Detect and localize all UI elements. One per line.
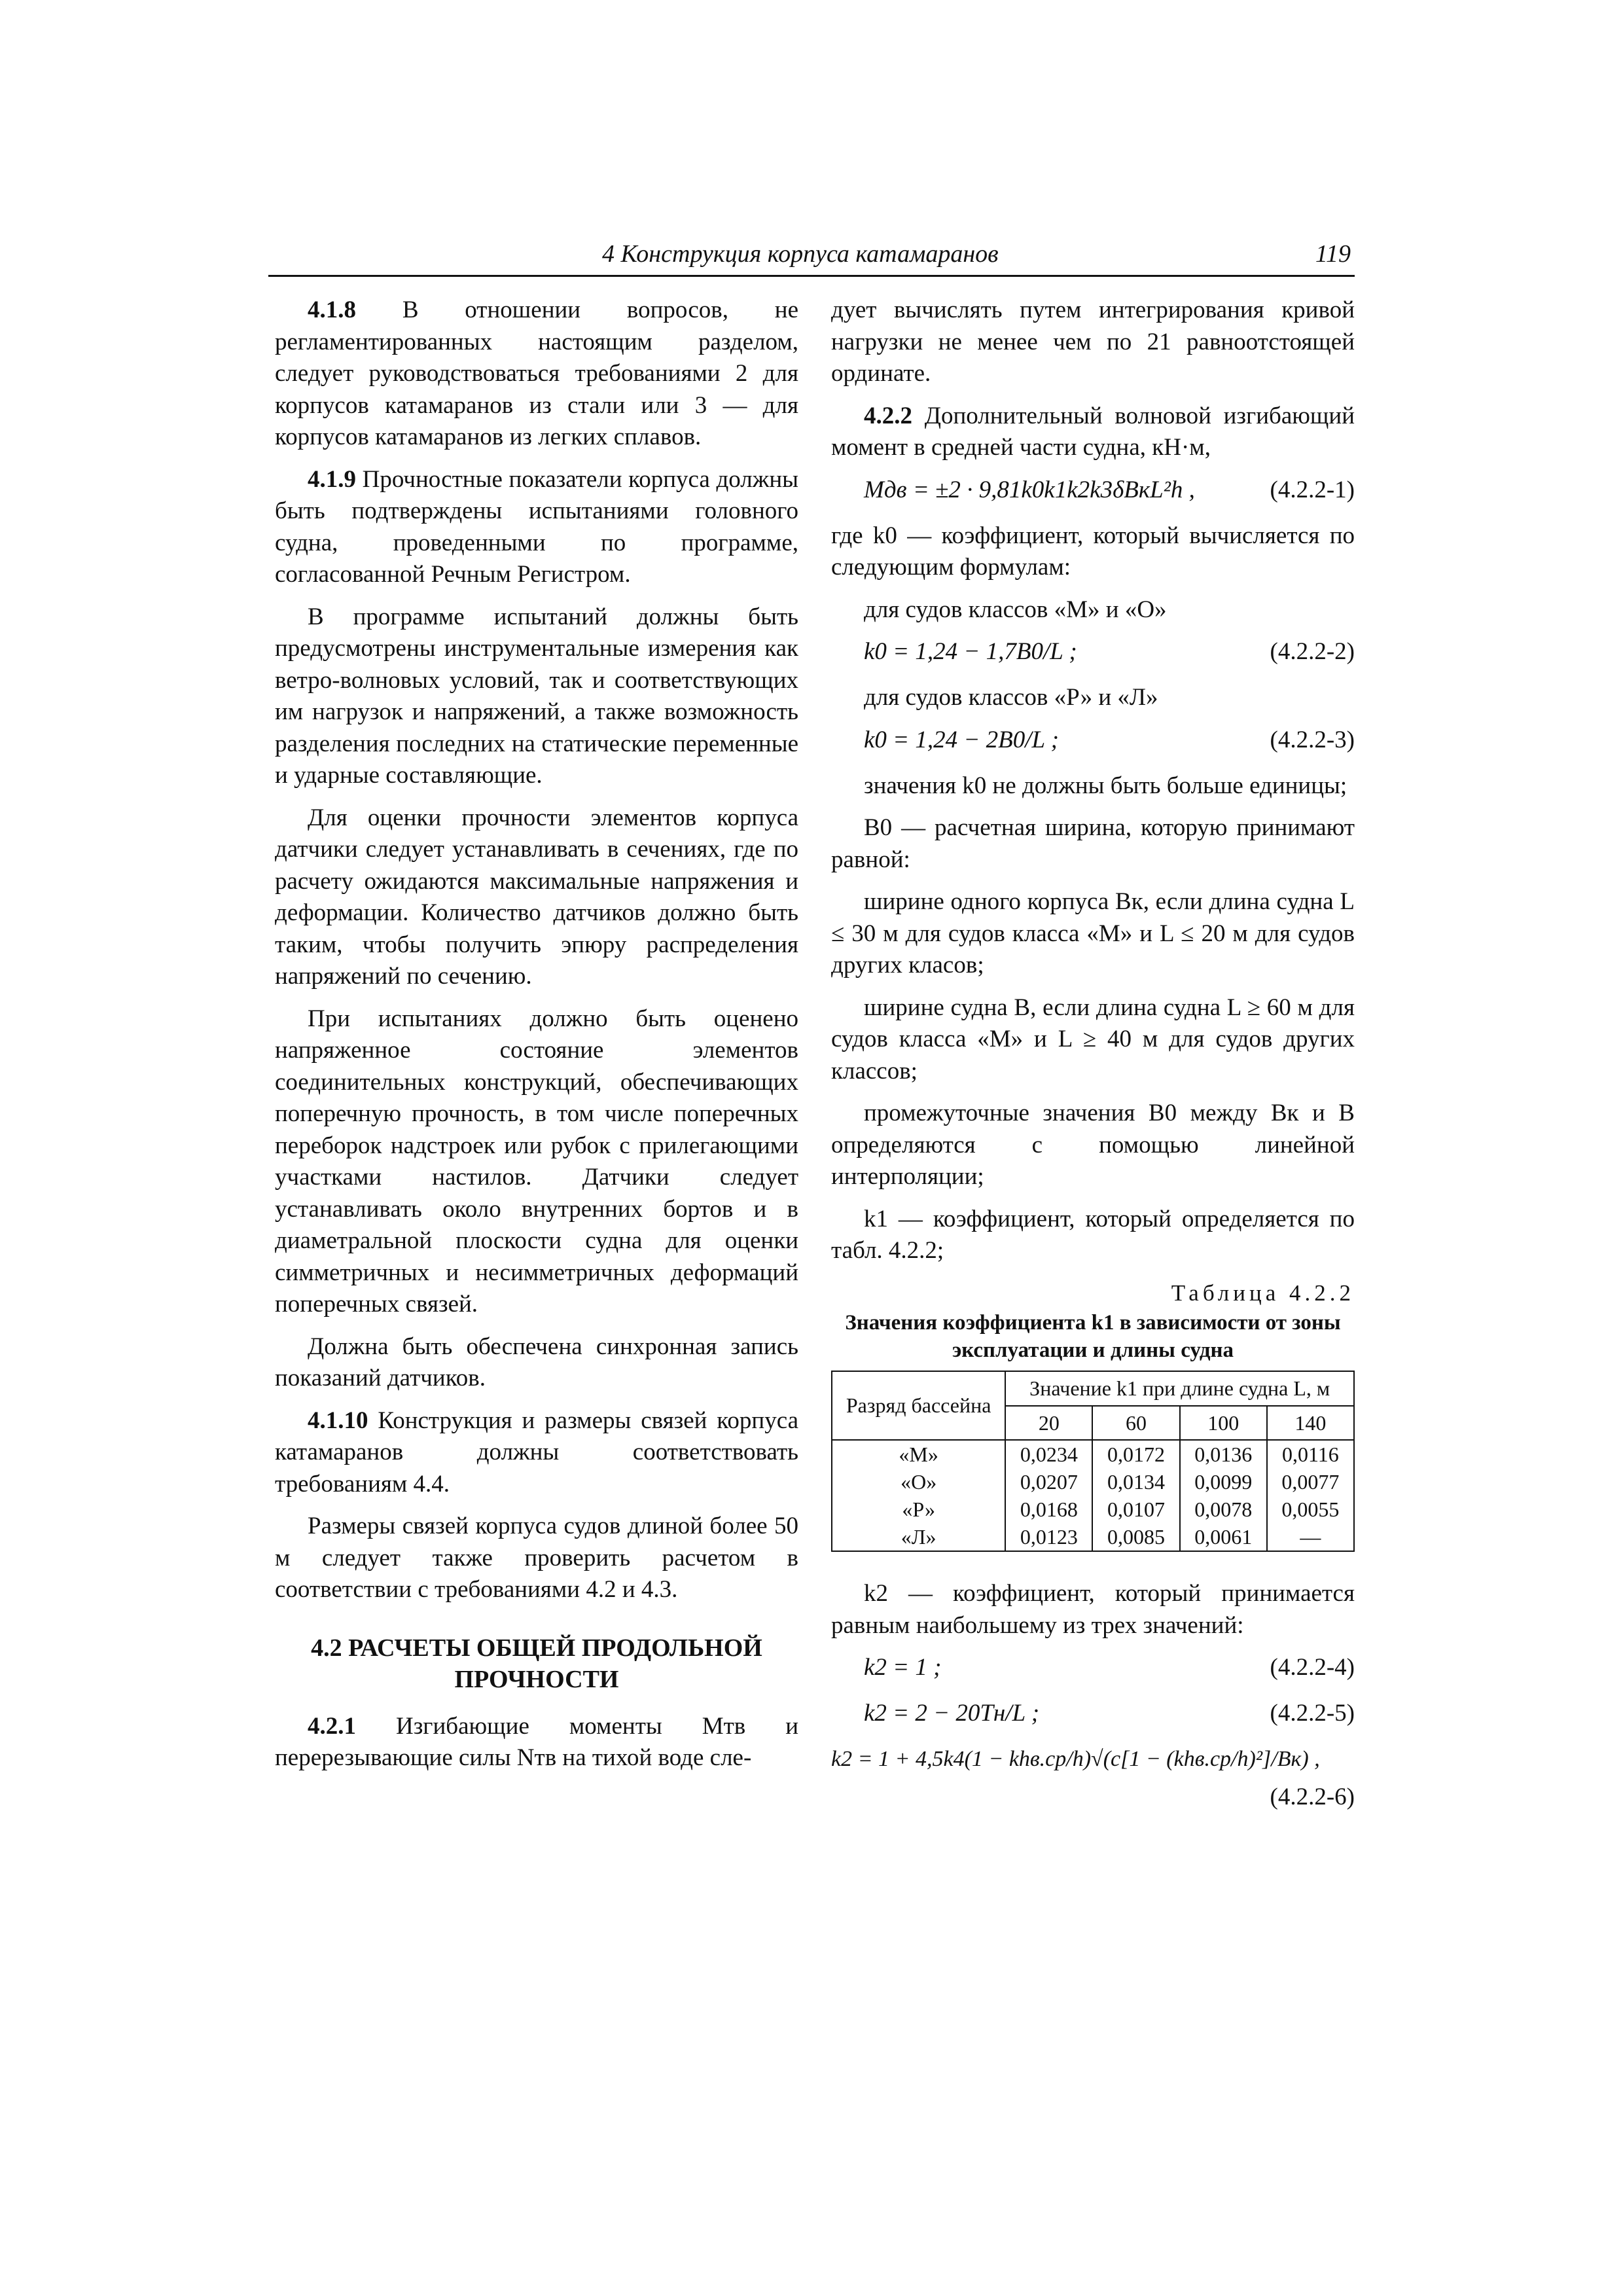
page-header [268,234,1355,277]
table-header-cell: 100 [1180,1406,1267,1441]
table-title: Значения коэффициента k1 в зависимости от зоны эксплуатации и длины судна [845,1311,1341,1362]
table-cell: 0,0234 [1005,1440,1092,1468]
paragraph: k2 — коэффициент, который принимается равным наибольшему из трех значений: [831,1580,1355,1639]
table-header-cell: Значение k1 при длине судна L, м [1005,1371,1354,1406]
table-header-cell: 60 [1092,1406,1179,1441]
paragraph: промежуточные значения B0 между Bк и B определяются с помощью линейной интерполяции; [831,1100,1355,1190]
table-cell: 0,0134 [1092,1468,1179,1496]
table-cell: 0,0055 [1267,1496,1354,1523]
page-number: 119 [1315,240,1351,268]
paragraph: Должна быть обеспечена синхронная запись показаний датчиков. [275,1333,798,1391]
paragraph-4-1-9: 4.1.9 Прочностные показатели корпуса должны быть подтверждены испытаниями головного судна, проведенными по программе, согласованной Речным Регистром. [275,465,798,588]
table-cell: 0,0085 [1092,1523,1179,1551]
table-cell: 0,0172 [1092,1440,1179,1468]
table-cell: — [1267,1523,1354,1551]
table-cell: «О» [832,1468,1005,1496]
table-row [832,1468,1354,1496]
table-cell: «Р» [832,1496,1005,1523]
paragraph-4-2-2: 4.2.2 Дополнительный волновой изгибающий момент в средней части судна, кН·м, [831,402,1355,461]
paragraph: В программе испытаний должны быть предусмотрены инструментальные измерения как ветро-волновых условий, так и соответствующих им нагрузок и напряжений, а также возможность разделения последних на статические переменные и ударные составляющие. [275,603,798,789]
table-cell: 0,0061 [1180,1523,1267,1551]
paragraph: При испытаниях должно быть оценено напряженное состояние элементов соединительных конструкций, обеспечивающих поперечную прочность, в том числе поперечных переборок надстроек или рубок с прилегающими участками настилов. Датчики следует устанавливать около внутренних бортов и в диаметральной плоскости судна для оценки симметричных и несимметричных деформаций поперечных связей. [275,1005,798,1318]
left-column [275,295,798,1785]
table-row [832,1496,1354,1523]
paragraph-4-1-8: 4.1.8 В отношении вопросов, не регламентированных настоящим разделом, следует руководствоваться требованиями 2 для корпусов катамаранов из стали или 3 — для корпусов катамаранов из легких сплавов. [275,296,798,450]
table-cell: 0,0099 [1180,1468,1267,1496]
table-cell: 0,0136 [1180,1440,1267,1468]
table-cell: 0,0207 [1005,1468,1092,1496]
paragraph-4-2-1: 4.2.1 Изгибающие моменты Mтв и перерезывающие силы Nтв на тихой воде сле- [275,1712,798,1771]
table-cell: 0,0123 [1005,1523,1092,1551]
table-cell: 0,0078 [1180,1496,1267,1523]
table-row [832,1440,1354,1468]
formula-4-2-2-2: k0 = 1,24 − 1,7B0/L ; (4.2.2-2) [864,638,1355,665]
paragraph: для судов классов «М» и «О» [864,596,1167,623]
formula-4-2-2-5: k2 = 2 − 20Tн/L ; (4.2.2-5) [864,1700,1355,1727]
table-cell: «М» [832,1440,1005,1468]
paragraph: Для оценки прочности элементов корпуса датчики следует устанавливать в сечениях, где по расчету ожидаются максимальные напряжения и деформации. Количество датчиков должно быть таким, чтобы получить эпюру распределения напряжений по сечению. [275,804,798,990]
running-title: 4 Конструкция корпуса катамаранов [602,240,999,268]
paragraph: значения k0 не должны быть больше единицы; [864,772,1347,799]
paragraph: Размеры связей корпуса судов длиной более 50 м следует также проверить расчетом в соответствии с требованиями 4.2 и 4.3. [275,1513,798,1603]
paragraph-4-1-10: 4.1.10 Конструкция и размеры связей корпуса катамаранов должны соответствовать требованиям 4.4. [275,1407,799,1498]
right-column [831,295,1355,1822]
paragraph: где k0 — коэффициент, который вычисляется по следующим формулам: [831,522,1355,581]
paragraph: для судов классов «Р» и «Л» [864,684,1158,711]
table-caption: Таблица 4.2.2 [1171,1280,1355,1306]
table-cell: «Л» [832,1523,1005,1551]
table-cell: 0,0168 [1005,1496,1092,1523]
table-cell: 0,0116 [1267,1440,1354,1468]
table-header-cell: Разряд бассейна [832,1371,1005,1440]
formula-4-2-2-1: Mдв = ±2 · 9,81k0k1k2k3δBкL²h , (4.2.2-1) [864,476,1355,503]
table-cell: 0,0107 [1092,1496,1179,1523]
paragraph: дует вычислять путем интегрирования кривой нагрузки не менее чем по 21 равноотстоящей ординате. [831,296,1355,387]
paragraph: ширине судна B, если длина судна L ≥ 60 м для судов класса «М» и L ≥ 40 м для судов других классов; [831,994,1355,1085]
table-header-cell: 20 [1005,1406,1092,1441]
table-header-cell: 140 [1267,1406,1354,1441]
k1-table [831,1371,1355,1552]
formula-4-2-2-6: k2 = 1 + 4,5k4(1 − khв.ср/h)√(c[1 − (khв.ср/h)²]/Bк) , (4.2.2-6) [831,1747,1355,1810]
table-row [832,1523,1354,1551]
formula-4-2-2-3: k0 = 1,24 − 2B0/L ; (4.2.2-3) [864,726,1355,753]
paragraph: B0 — расчетная ширина, которую принимают равной: [831,814,1355,873]
section-heading: 4.2 РАСЧЕТЫ ОБЩЕЙ ПРОДОЛЬНОЙ ПРОЧНОСТИ [311,1634,762,1693]
paragraph: k1 — коэффициент, который определяется по табл. 4.2.2; [831,1205,1355,1264]
formula-4-2-2-4: k2 = 1 ; (4.2.2-4) [864,1654,1355,1681]
table-cell: 0,0077 [1267,1468,1354,1496]
paragraph: ширине одного корпуса Bк, если длина судна L ≤ 30 м для судов класса «М» и L ≤ 20 м для судов других класов; [831,888,1355,978]
